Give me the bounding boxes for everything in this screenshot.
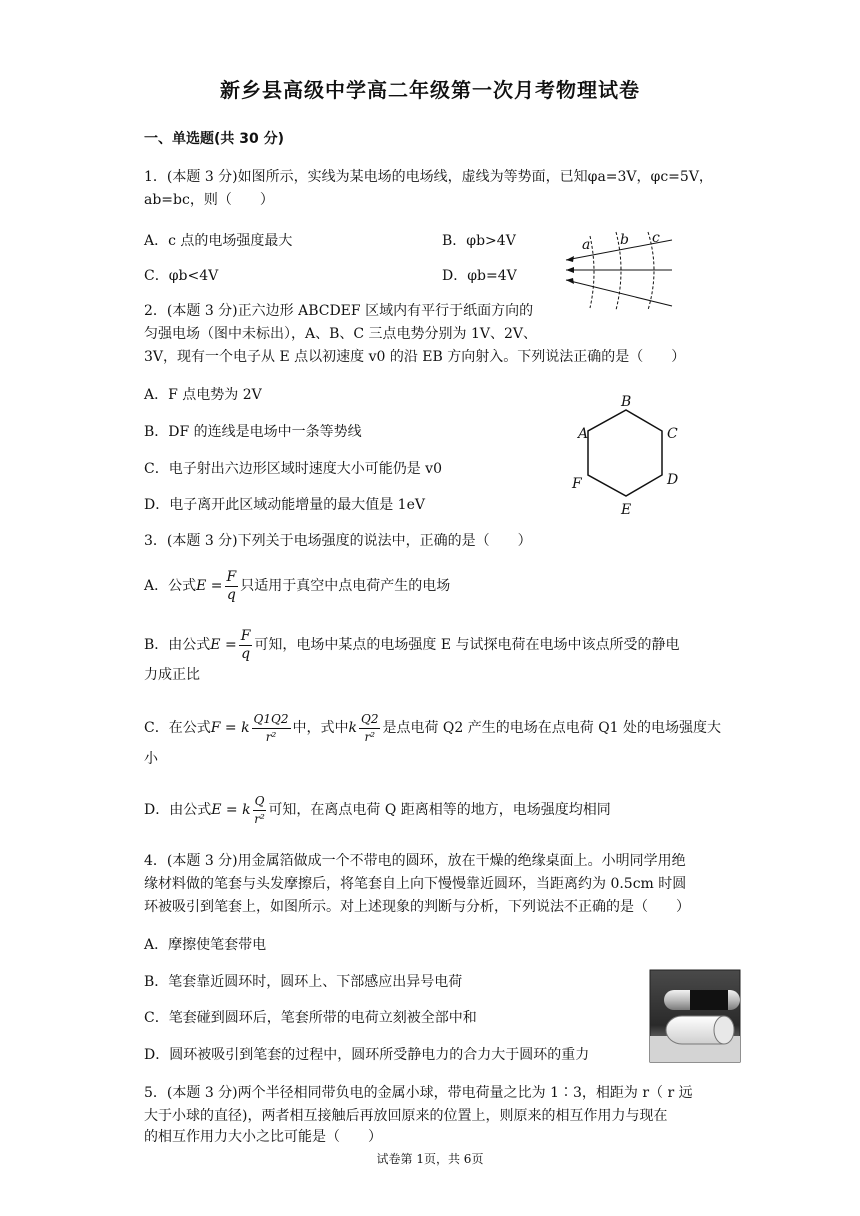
q1-label-b: b (620, 232, 629, 248)
q3-d-num: Q (253, 793, 267, 811)
q3-c-num2: Q2 (359, 711, 380, 729)
q4-stem-line3: 环被吸引到笔套上，如图所示。对上述现象的判断与分析，下列说法不正确的是（ ） (144, 899, 690, 915)
q3-a-eq: E = (196, 578, 223, 594)
q1-option-c[interactable]: C．φb<4V (144, 268, 219, 284)
q2-label-c: C (667, 426, 678, 442)
q3-c-fraction2 (359, 711, 380, 746)
q3-option-a[interactable] (144, 566, 450, 606)
q3-option-b[interactable] (144, 625, 680, 665)
q2-label-d: D (667, 472, 679, 488)
q2-hexagon-figure (568, 390, 688, 520)
q2-label-f: F (572, 476, 582, 492)
q1-label-a: a (582, 237, 591, 253)
q4-stem-line2: 缘材料做的笔套与头发摩擦后，将笔套自上向下慢慢靠近圆环，当距离约为 0.5cm 时圆 (144, 876, 687, 892)
q5-stem-line3: 的相互作用力大小之比可能是（ ） (144, 1129, 382, 1145)
q5-stem-line2: 大于小球的直径)，两者相互接触后再放回原来的位置上，则原来的相互作用力与现在 (144, 1108, 668, 1124)
q3-a-text: 只适用于真空中点电荷产生的电场 (240, 578, 451, 594)
q2-option-a[interactable]: A．F 点电势为 2V (144, 387, 262, 403)
q3-c-k: k (348, 720, 357, 736)
q4-pen-ring-photo (650, 970, 740, 1062)
q3-c-den1: r² (265, 729, 277, 744)
q1-stem-line1: 1．(本题 3 分)如图所示，实线为某电场的电场线，虚线为等势面，已知φa=3V，φc=5V， (144, 169, 713, 185)
q3-c-fraction1 (252, 711, 291, 746)
q5-stem-line1: 5．(本题 3 分)两个半径相同带负电的金属小球，带电荷量之比为 1∶3，相距为 r（ r 远 (144, 1085, 693, 1101)
q3-b-num: F (240, 627, 251, 644)
q2-stem-line1: 2．(本题 3 分)正六边形 ABCDEF 区域内有平行于纸面方向的 (144, 303, 534, 319)
q2-stem-line3: 3V，现有一个电子从 E 点以初速度 v0 的沿 EB 方向射入。下列说法正确的是（ ） (144, 349, 686, 365)
q3-d-den: r² (254, 811, 265, 826)
q3-d-text: 可知，在离点电荷 Q 距离相等的地方，电场强度均相同 (268, 802, 611, 818)
q3-c-text: 是点电荷 Q2 产生的电场在点电荷 Q1 处的电场强度大 (382, 720, 722, 736)
q3-b-den: q (241, 645, 251, 662)
q1-label-c: c (652, 230, 660, 246)
q3-c-num1: Q1Q2 (252, 711, 291, 729)
q4-stem-line1: 4．(本题 3 分)用金属箔做成一个不带电的圆环，放在干燥的绝缘桌面上。小明同学用绝 (144, 853, 686, 869)
q3-stem: 3．(本题 3 分)下列关于电场强度的说法中，正确的是（ ） (144, 533, 532, 549)
q2-option-c[interactable]: C．电子射出六边形区域时速度大小可能仍是 v0 (144, 461, 442, 477)
q4-option-d[interactable]: D．圆环被吸引到笔套的过程中，圆环所受静电力的合力大于圆环的重力 (144, 1047, 590, 1063)
q3-b-prefix: B．由公式 (144, 637, 211, 653)
q3-option-c[interactable] (144, 708, 721, 748)
q3-d-prefix: D．由公式 (144, 802, 212, 818)
q3-option-b-line2: 力成正比 (144, 667, 200, 683)
section-heading: 一、单选题(共 30 分) (144, 131, 285, 147)
q2-option-d[interactable]: D．电子离开此区域动能增量的最大值是 1eV (144, 497, 425, 513)
q3-b-eq: E = (210, 637, 237, 653)
q3-c-mid: 中，式中 (292, 720, 349, 736)
q4-option-b[interactable]: B．笔套靠近圆环时，圆环上、下部感应出异号电荷 (144, 974, 463, 990)
q1-option-b[interactable]: B．φb>4V (442, 233, 516, 249)
q3-c-prefix: C．在公式 (144, 720, 211, 736)
q4-option-a[interactable]: A．摩擦使笔套带电 (144, 937, 267, 953)
q1-field-line-figure (560, 222, 680, 312)
q3-c-den2: r² (364, 729, 375, 744)
q2-label-b: B (621, 394, 632, 410)
page-footer: 试卷第 1页，共 6页 (376, 1152, 484, 1166)
q3-c-eq: F = k (210, 720, 250, 736)
q3-a-den: q (226, 586, 236, 603)
q3-d-fraction (253, 793, 267, 828)
q1-option-d[interactable]: D．φb=4V (442, 268, 517, 284)
q2-label-a: A (578, 426, 589, 442)
q4-option-c[interactable]: C．笔套碰到圆环后，笔套所带的电荷立刻被全部中和 (144, 1010, 477, 1026)
q3-a-fraction (225, 569, 239, 604)
q3-b-text: 可知，电场中某点的电场强度 E 与试探电荷在电场中该点所受的静电 (254, 637, 680, 653)
page-title: 新乡县高级中学高二年级第一次月考物理试卷 (220, 78, 640, 102)
q1-stem-line2: ab=bc，则（ ） (144, 192, 274, 208)
q2-stem-line2: 匀强电场（图中未标出），A、B、C 三点电势分别为 1V、2V、 (144, 326, 538, 342)
q3-option-d[interactable] (144, 790, 611, 830)
q1-option-a[interactable]: A．c 点的电场强度最大 (144, 233, 293, 249)
q2-label-e: E (621, 502, 632, 518)
q3-option-c-line2: 小 (144, 751, 158, 767)
q3-b-fraction (239, 628, 253, 663)
q3-d-eq: E = k (211, 802, 251, 818)
q3-a-prefix: A．公式 (144, 578, 197, 594)
q3-a-num: F (226, 568, 237, 585)
q2-option-b[interactable]: B．DF 的连线是电场中一条等势线 (144, 424, 362, 440)
